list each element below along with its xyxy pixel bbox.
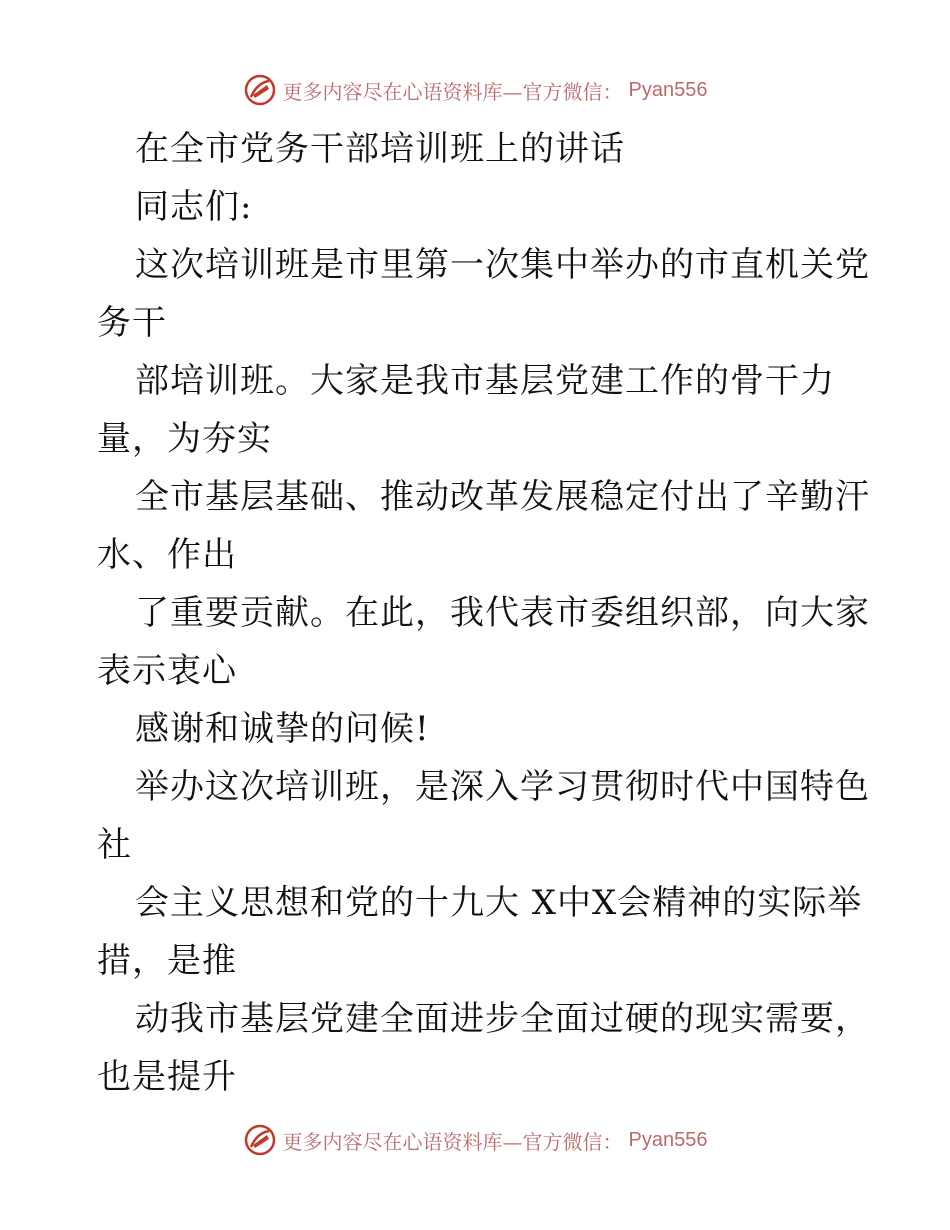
pen-logo-icon bbox=[243, 73, 277, 107]
text-line: 也是提升 bbox=[97, 1057, 237, 1097]
text-line: 表示衷心 bbox=[97, 651, 237, 691]
text-line: 同志们: bbox=[135, 187, 253, 227]
text-line: 社 bbox=[97, 825, 132, 865]
text-line: 感谢和诚挚的问候! bbox=[135, 709, 430, 749]
footer-banner bbox=[0, 1120, 950, 1160]
footer-banner-id: Pyan556 bbox=[628, 1128, 708, 1151]
text-line: 水、作出 bbox=[97, 535, 237, 575]
header-banner-id: Pyan556 bbox=[628, 78, 708, 101]
pen-logo-icon bbox=[243, 1123, 277, 1157]
text-line: 量，为夯实 bbox=[97, 419, 272, 459]
document-body bbox=[97, 120, 870, 1106]
text-line: 这次培训班是市里第一次集中举办的市直机关党 bbox=[135, 245, 870, 285]
text-line: 举办这次培训班，是深入学习贯彻时代中国特色 bbox=[135, 767, 870, 807]
footer-banner-content bbox=[243, 1123, 708, 1157]
header-banner bbox=[0, 70, 950, 110]
text-line: 会主义思想和党的十九大 X中X会精神的实际举 bbox=[135, 883, 863, 923]
text-line: 了重要贡献。在此，我代表市委组织部，向大家 bbox=[135, 593, 870, 633]
text-line: 全市基层基础、推动改革发展稳定付出了辛勤汗 bbox=[135, 477, 870, 517]
header-banner-text: 更多内容尽在心语资料库—官方微信： bbox=[282, 79, 623, 104]
text-line: 务干 bbox=[97, 303, 167, 343]
text-line: 措，是推 bbox=[97, 941, 237, 981]
header-banner-content bbox=[243, 73, 708, 107]
text-line: 在全市党务干部培训班上的讲话 bbox=[135, 129, 625, 169]
footer-banner-text: 更多内容尽在心语资料库—官方微信： bbox=[282, 1129, 623, 1154]
text-line: 部培训班。大家是我市基层党建工作的骨干力 bbox=[135, 361, 835, 401]
text-line: 动我市基层党建全面进步全面过硬的现实需要， bbox=[135, 999, 870, 1039]
